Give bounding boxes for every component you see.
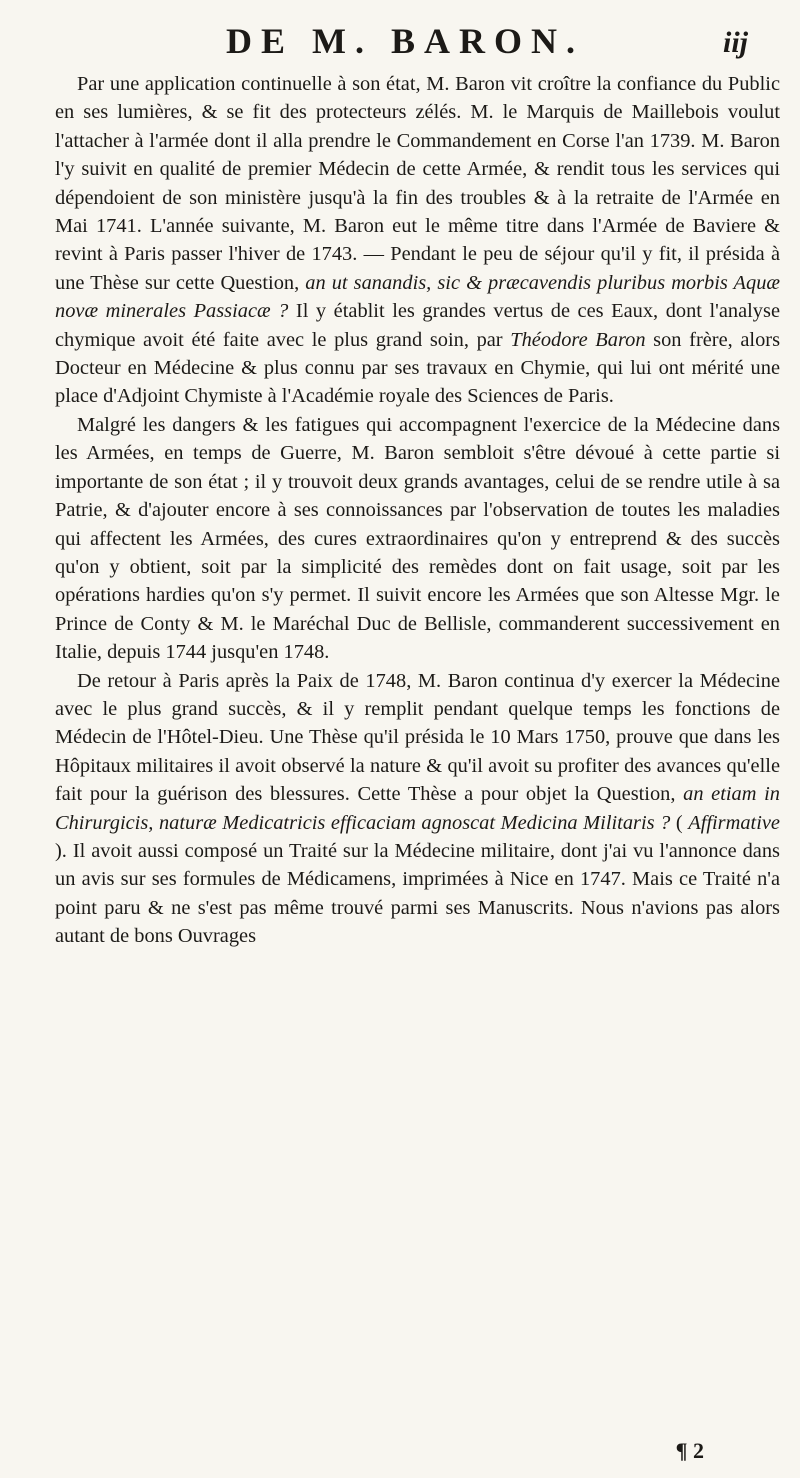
text-run: Il y établit les grandes vertus de ces Eaux, dont l'analyse chymique avoit été faite avec le plus grand soin, par — [55, 300, 780, 351]
text-run: Malgré les dangers & les fatigues qui accompagnent l'exercice de la Médecine dans les Armées, en temps de Guerre, M. Baron sembloit s'être dévoué à cette partie si importante de son état ; il y trouvoit deux grands avantages, celui de se rendre utile à sa Patrie, & d'ajouter encore à ses connoissances par l'observation de toutes les maladies qui affectent les Armées, des cures extraordinaires qu'on y entreprend & des succès qu'on y obtient, soit par la simplicité des remèdes dont on fait usage, soit par les opérations hardies qu'on s'y permet. Il suivit encore les Armées que son Altesse Mgr. le Prince de Conty & M. le Maréchal Duc de Bellisle, commanderent successivement en Italie, depuis 1744 jusqu'en 1748. — [55, 413, 780, 664]
signature-mark: ¶ 2 — [675, 1438, 704, 1463]
italic-run: Affirmative — [688, 811, 780, 834]
text-run: ( — [670, 811, 689, 834]
paragraph — [55, 70, 780, 411]
text-run: ). Il avoit aussi composé un Traité sur la Médecine militaire, dont j'ai vu l'annonce dans un avis sur ses formules de Médicamens, imprimées à Nice en 1747. Mais ce Traité n'a point paru & ne s'est pas même trouvé parmi ses Manuscrits. Nous n'avions pas alors autant de bons Ouvrages — [55, 839, 780, 948]
running-head — [0, 14, 800, 66]
italic-run: an etiam in Chirurgicis, naturæ Medicatricis efficaciam agnoscat Medicina Militaris ? — [55, 783, 781, 834]
paragraph — [55, 667, 780, 951]
text-run: De retour à Paris après la Paix de 1748, M. Baron continua d'y exercer la Médecine avec le plus grand succès, & il y remplit pendant quelque temps les fonctions de Médecin de l'Hôtel-Dieu. Une Thèse qu'il présida le 10 Mars 1750, prouve que dans les Hôpitaux militaires il avoit observé la nature & qu'il avoit su profiter des avances qu'elle fait pour la guérison des blessures. Cette Thèse a pour objet la Question, — [55, 669, 780, 806]
body-text — [55, 70, 780, 951]
italic-run: an ut sanandis, sic & præcavendis pluribus morbis Aquæ novæ minerales Passiacæ ? — [55, 271, 781, 323]
paragraph — [55, 411, 780, 667]
running-title: DE M. BARON. — [226, 21, 584, 61]
page-number: iij — [722, 26, 748, 59]
italic-run: Théodore Baron — [510, 328, 646, 351]
text-run: Par une application continuelle à son état, M. Baron vit croître la confiance du Public en ses lumières, & se fit des protecteurs zélés. M. le Marquis de Maillebois voulut l'attacher à l'armée dont il alla prendre le Commandement en Corse l'an 1739. M. Baron l'y suivit en qualité de premier Médecin de cette Armée, & rendit tous les services qui dépendoient de son ministère jusqu'à la fin des troubles & à la retraite de l'Armée en Mai 1741. L'année suivante, M. Baron eut le même titre dans l'Armée de Baviere & revint à Paris passer l'hiver de 1743. — Pendant le peu de séjour qu'il y fit, il présida à une Thèse sur cette Question, — [55, 73, 780, 294]
text-run: son frère, alors Docteur en Médecine & plus connu par ses travaux en Chymie, qui lui ont mérité une place d'Adjoint Chymiste à l'Académie royale des Sciences de Paris. — [55, 328, 781, 408]
